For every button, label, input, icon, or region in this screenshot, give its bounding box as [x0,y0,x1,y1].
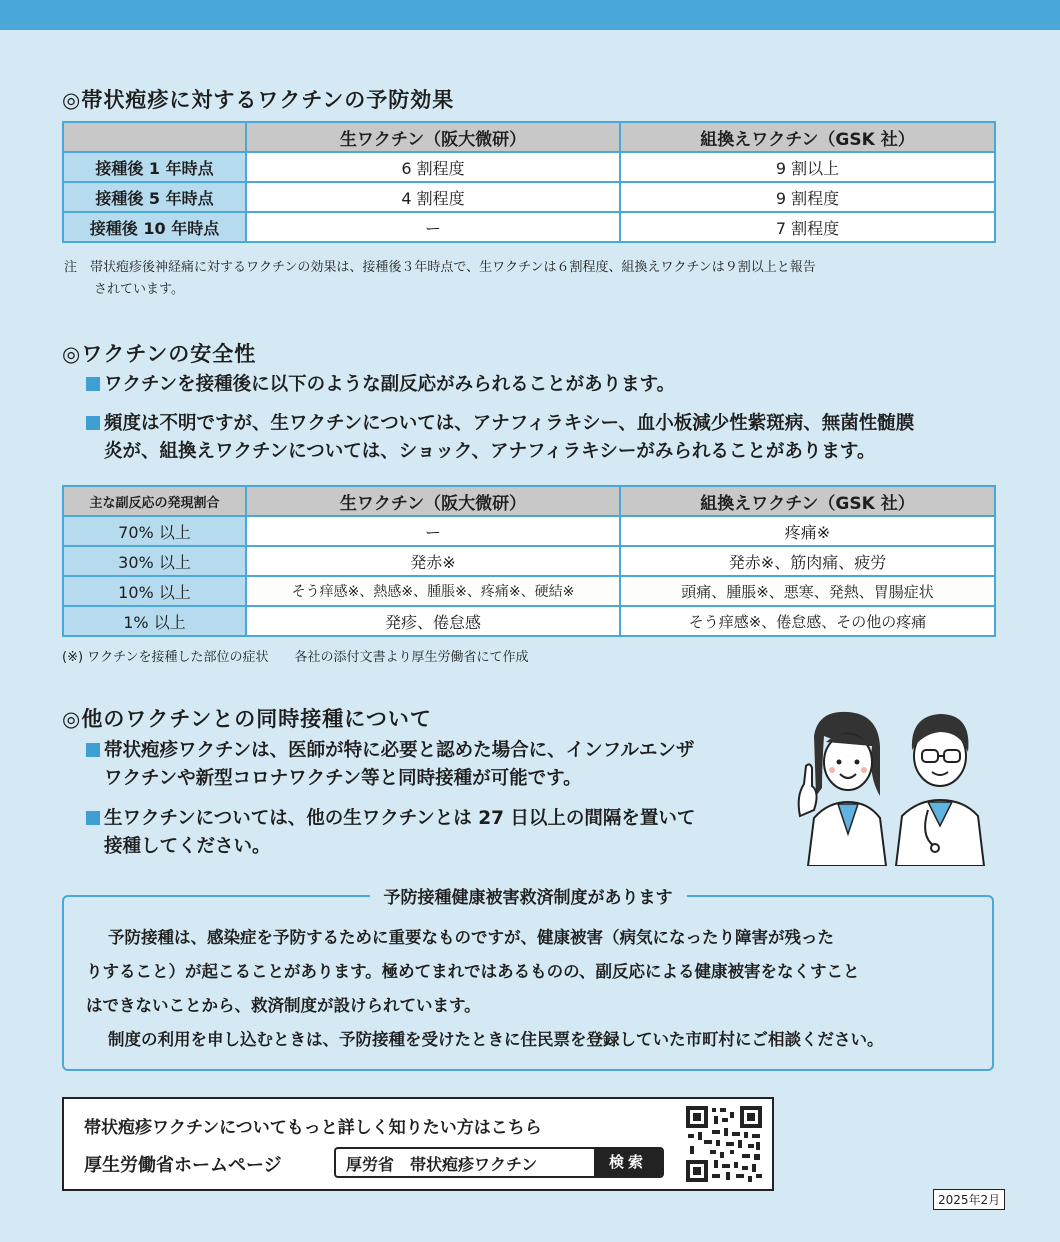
bullet-square-icon [86,743,100,757]
table-cell: そう痒感※、倦怠感、その他の疼痛 [620,606,995,636]
table-cell: 9 割程度 [620,182,995,212]
qr-code-icon[interactable] [684,1104,764,1184]
efficacy-table [62,121,996,243]
section-heading-safety: ◎ワクチンの安全性 [62,342,257,366]
relief-text-line: 予防接種は、感染症を予防するために重要なものですが、健康被害（病気になったり障害が残った [108,928,834,947]
note-line: 注 帯状疱疹後神経痛に対するワクチンの効果は、接種後３年時点で、生ワクチンは６割程度、組換えワクチンは９割以上と報告 [64,260,816,275]
bullet-square-icon [86,416,100,430]
table-cell: 7 割程度 [620,212,995,242]
table-header-row [63,486,995,516]
table-cell: 発疹、倦怠感 [246,606,620,636]
male-doctor-icon [896,714,984,866]
row-label: 10% 以上 [63,576,246,606]
more-info-text: 帯状疱疹ワクチンについてもっと詳しく知りたい方はこちら [84,1118,542,1138]
row-label: 70% 以上 [63,516,246,546]
table-cell: 4 割程度 [246,182,620,212]
table-row [63,182,995,212]
bullet-item [86,737,694,793]
row-label: 接種後 5 年時点 [63,182,246,212]
issue-date: 2025年2月 [933,1189,1005,1210]
table-row [63,606,995,636]
table-header-cell [63,122,246,152]
bullet-text: ワクチンや新型コロナワクチン等と同時接種が可能です。 [104,768,582,789]
female-doctor-icon [799,712,886,866]
section-heading-efficacy: ◎帯状疱疹に対するワクチンの予防効果 [62,88,455,112]
table-header-row [63,122,995,152]
table-cell: 発赤※ [246,546,620,576]
bullet-text: 接種してください。 [104,836,271,857]
search-query-text: 厚労省 帯状疱疹ワクチン [346,1155,538,1174]
more-info-box [62,1097,774,1191]
table-row [63,516,995,546]
bullet-square-icon [86,811,100,825]
section-heading-concurrent: ◎他のワクチンとの同時接種について [62,707,432,731]
note-line: されています。 [94,282,184,297]
bullet-text: 頻度は不明ですが、生ワクチンについては、アナフィラキシー、血小板減少性紫斑病、無菌性髄膜 [104,413,915,434]
relief-text-line: 制度の利用を申し込むときは、予防接種を受けたときに住民票を登録していた市町村にご相談ください。 [108,1030,884,1049]
table-cell: 発赤※、筋肉痛、疲労 [620,546,995,576]
table-cell: 頭痛、腫脹※、悪寒、発熱、胃腸症状 [620,576,995,606]
table-header-cell: 組換えワクチン（GSK 社） [620,122,995,152]
table-cell: ー [246,212,620,242]
table-cell: 疼痛※ [620,516,995,546]
bullet-item [86,371,675,399]
table-row [63,212,995,242]
table-row [63,576,995,606]
mhlw-homepage-label: 厚生労働省ホームページ [84,1155,282,1176]
relief-text-line: はできないことから、救済制度が設けられています。 [86,996,481,1015]
table-header-cell: 生ワクチン（阪大微研） [246,122,620,152]
bullet-text: 生ワクチンについては、他の生ワクチンとは 27 日以上の間隔を置いて [104,808,696,829]
search-button[interactable]: 検索 [594,1149,662,1176]
relief-system-box [62,888,994,1071]
row-label: 接種後 1 年時点 [63,152,246,182]
relief-system-title-wrap [64,883,992,908]
efficacy-note [64,257,1004,301]
row-label: 1% 以上 [63,606,246,636]
table-cell: ー [246,516,620,546]
table-cell: 9 割以上 [620,152,995,182]
bullet-text: 帯状疱疹ワクチンは、医師が特に必要と認めた場合に、インフルエンザ [104,740,695,761]
row-label: 30% 以上 [63,546,246,576]
top-banner [0,0,1060,30]
side-effects-footnote: (※) ワクチンを接種した部位の症状 各社の添付文書より厚生労働省にて作成 [62,650,529,665]
table-cell: そう痒感※、熱感※、腫脹※、疼痛※、硬結※ [246,576,620,606]
bullet-text: 炎が、組換えワクチンについては、ショック、アナフィラキシーがみられることがあります。 [104,441,876,462]
bullet-square-icon [86,377,100,391]
table-row [63,546,995,576]
table-header-cell: 組換えワクチン（GSK 社） [620,486,995,516]
relief-text-line: りすること）が起こることがあります。極めてまれではあるものの、副反応による健康被害をなくすこと [86,962,860,981]
search-box[interactable] [334,1147,664,1178]
relief-system-title: 予防接種健康被害救済制度があります [370,888,687,908]
table-header-cell: 生ワクチン（阪大微研） [246,486,620,516]
bullet-text: ワクチンを接種後に以下のような副反応がみられることがあります。 [104,374,676,395]
bullet-item [86,805,695,861]
bullet-item [86,410,914,466]
table-header-cell: 主な副反応の発現割合 [63,486,246,516]
side-effects-table [62,485,996,637]
doctors-illustration [788,706,998,866]
row-label: 接種後 10 年時点 [63,212,246,242]
table-row [63,152,995,182]
table-cell: 6 割程度 [246,152,620,182]
